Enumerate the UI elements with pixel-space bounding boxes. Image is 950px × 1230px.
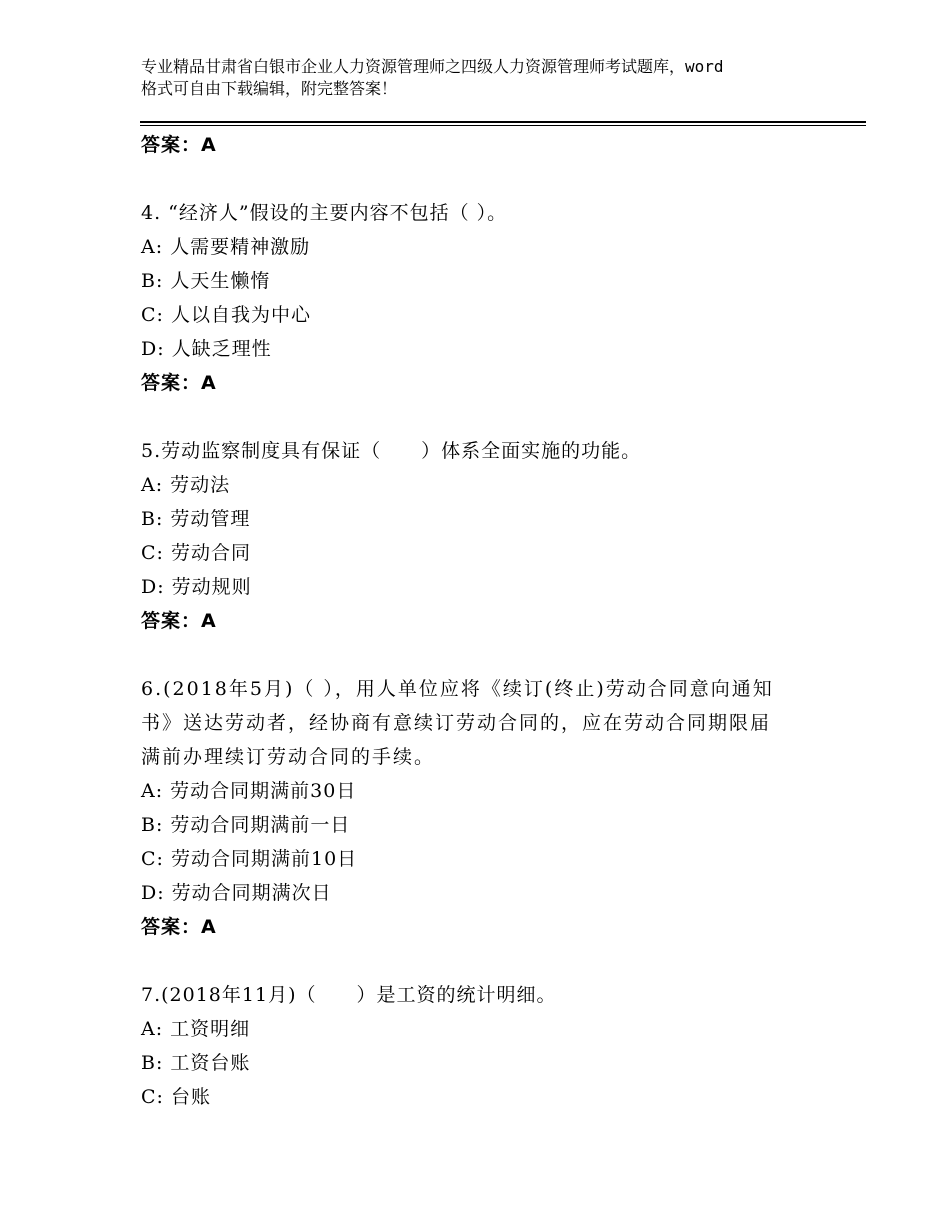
document-body xyxy=(141,128,831,1114)
answer-line: 答案：A xyxy=(141,916,217,938)
answer-line: 答案：A xyxy=(141,372,217,394)
option-c: C: 台账 xyxy=(141,1086,211,1108)
question-block xyxy=(141,196,831,400)
answer-line: 答案：A xyxy=(141,610,217,632)
option-a: A: 人需要精神激励 xyxy=(141,236,311,258)
header-rule-thick xyxy=(140,121,866,123)
option-a: A: 劳动合同期满前30日 xyxy=(141,780,357,802)
question-stem: 4. “经济人”假设的主要内容不包括（ ）。 xyxy=(141,202,508,224)
option-d: D: 劳动合同期满次日 xyxy=(141,882,332,904)
option-a: A: 工资明细 xyxy=(141,1018,251,1040)
question-stem: 7.(2018年11月)（ ）是工资的统计明细。 xyxy=(141,984,557,1006)
spacer xyxy=(141,400,831,434)
question-stem: 5.劳动监察制度具有保证（ ）体系全面实施的功能。 xyxy=(141,440,642,462)
header-line-2: 格式可自由下载编辑，附完整答案！ xyxy=(141,79,398,98)
answer-line: 答案：A xyxy=(141,134,217,156)
question-block xyxy=(141,434,831,638)
header-line-1: 专业精品甘肃省白银市企业人力资源管理师之四级人力资源管理师考试题库，word xyxy=(141,57,724,76)
option-a: A: 劳动法 xyxy=(141,474,231,496)
option-b: B: 劳动管理 xyxy=(141,508,251,530)
option-b: B: 工资台账 xyxy=(141,1052,251,1074)
option-d: D: 劳动规则 xyxy=(141,576,252,598)
question-stem: 书》送达劳动者，经协商有意续订劳动合同的，应在劳动合同期限届 xyxy=(141,712,772,734)
header-rule-thin xyxy=(140,125,866,126)
question-stem: 满前办理续订劳动合同的手续。 xyxy=(141,746,436,768)
spacer xyxy=(141,162,831,196)
spacer xyxy=(141,944,831,978)
option-b: B: 人天生懒惰 xyxy=(141,270,271,292)
option-c: C: 劳动合同期满前10日 xyxy=(141,848,358,870)
question-block xyxy=(141,978,831,1114)
spacer xyxy=(141,638,831,672)
question-stem: 6.(2018年5月)（ ），用人单位应将《续订(终止)劳动合同意向通知 xyxy=(141,678,774,700)
option-b: B: 劳动合同期满前一日 xyxy=(141,814,351,836)
question-block xyxy=(141,672,831,944)
page-header xyxy=(141,56,831,100)
option-c: C: 人以自我为中心 xyxy=(141,304,311,326)
option-d: D: 人缺乏理性 xyxy=(141,338,272,360)
option-c: C: 劳动合同 xyxy=(141,542,251,564)
